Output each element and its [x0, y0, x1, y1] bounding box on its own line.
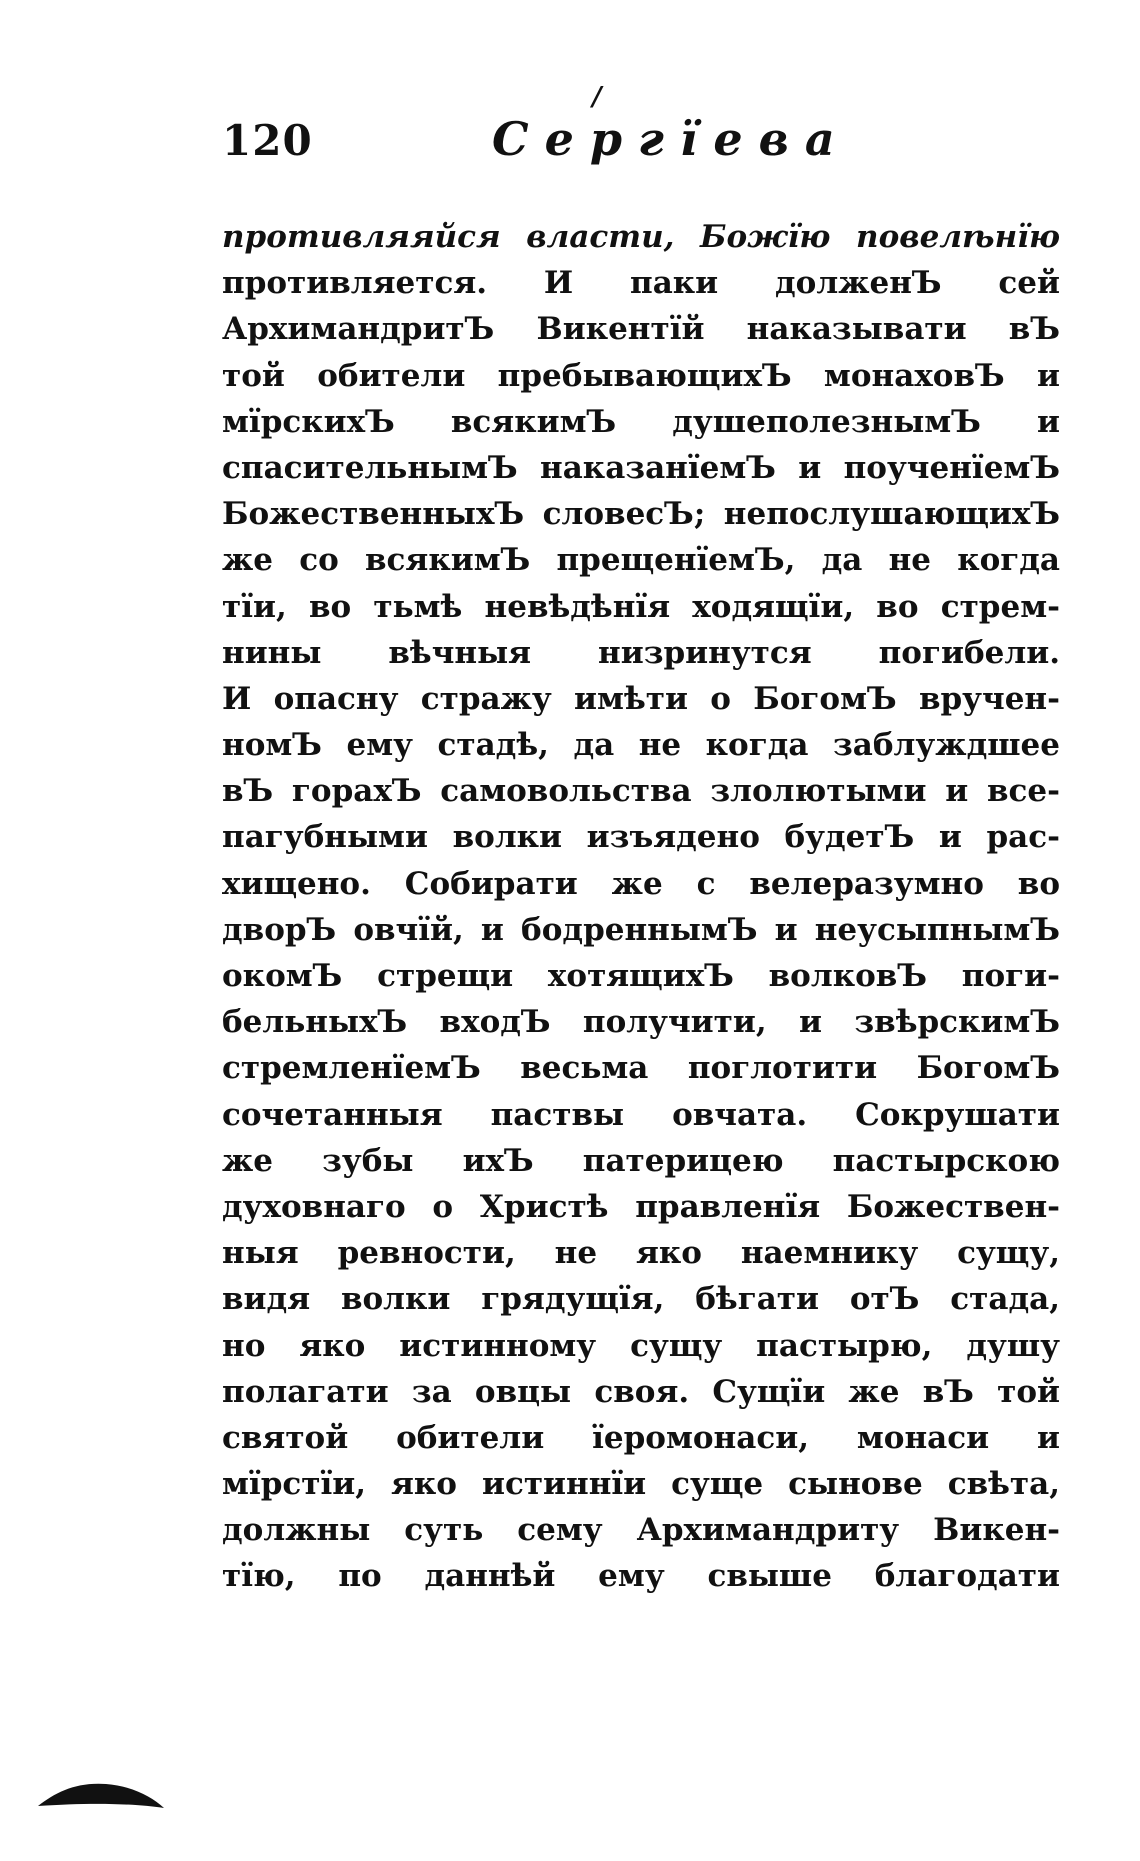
text-line: спасительнымЪ наказанїемЪ и поученїемЪ [222, 449, 1060, 486]
text-line: мїрстїи, яко истиннїи суще сынове свѣта, [222, 1466, 1060, 1503]
text-line: видя волки грядущїя, бѣгати отЪ стада, [222, 1281, 1060, 1318]
text-line: ныя ревности, не яко наемнику сущу, [222, 1235, 1060, 1272]
text-line: вЪ горахЪ самовольства злолютыми и все- [222, 773, 1060, 810]
page-mark: / [592, 82, 602, 112]
body-text [222, 214, 1060, 1600]
text-line: духовнаго о Христѣ правленїя Божествен- [222, 1188, 1060, 1225]
text-line: пагубными волки изъядено будетЪ и рас- [222, 819, 1060, 856]
text-line: должны суть сему Архимандриту Викен- [222, 1512, 1060, 1549]
text-line: окомЪ стрещи хотящихЪ волковЪ поги- [222, 958, 1060, 994]
text-line: но яко истинному сущу пастырю, душу [222, 1327, 1060, 1364]
text-line: тїи, во тьмѣ невѣдѣнїя ходящїи, во стрем- [222, 588, 1060, 625]
text-line: АрхимандритЪ Викентїй наказывати вЪ [222, 311, 1060, 348]
page-number: 120 [222, 116, 313, 165]
ink-blot-ornament [36, 1778, 166, 1812]
text-line: дворЪ овчїй, и бодреннымЪ и неусыпнымЪ [222, 911, 1060, 948]
text-line: БожественныхЪ словесЪ; непослушающихЪ [222, 496, 1060, 533]
text-line: сочетанныя паствы овчата. Сокрушати [222, 1096, 1060, 1133]
text-line: полагати за овцы своя. Сущїи же вЪ той [222, 1373, 1060, 1410]
text-line: той обители пребывающихЪ монаховЪ и [222, 357, 1060, 394]
text-line: мїрскихЪ всякимЪ душеполезнымЪ и [222, 403, 1060, 440]
text-line: же со всякимЪ прещенїемЪ, да не когда [222, 542, 1060, 579]
text-line: бельныхЪ входЪ получити, и звѣрскимЪ [222, 1004, 1060, 1041]
text-line: же зубы ихЪ патерицею пастырскою [222, 1142, 1060, 1179]
text-line: стремленїемЪ весьма поглотити БогомЪ [222, 1050, 1060, 1087]
text-line: тїю, по даннѣй ему свыше благодати [222, 1558, 1060, 1595]
text-line: противляяйся власти, Божїю повелѣнїю [222, 219, 1060, 255]
text-line: хищено. Собирати же с велеразумно во [222, 865, 1060, 902]
page-header [222, 112, 1084, 182]
running-title: Сергїева [492, 112, 851, 166]
text-line: нины вѣчныя низринутся погибели. [222, 634, 1060, 671]
text-line: святой обители їеромонаси, монаси и [222, 1419, 1060, 1456]
text-line: И опасну стражу имѣти о БогомЪ вручен- [222, 680, 1060, 717]
text-line: противляется. И паки долженЪ сей [222, 265, 1060, 302]
text-line: номЪ ему стадѣ, да не когда заблуждшее [222, 727, 1060, 764]
